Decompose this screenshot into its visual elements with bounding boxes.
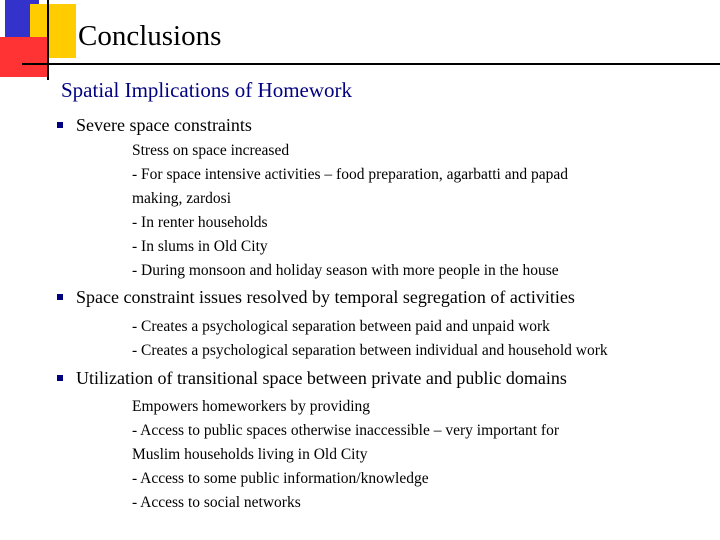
detail-line: - Creates a psychological separation between paid and unpaid work (132, 318, 550, 335)
detail-line: - Creates a psychological separation between individual and household work (132, 342, 608, 359)
detail-line: - Access to some public information/knowledge (132, 470, 429, 487)
bullet-3-details (132, 395, 692, 515)
bullet-temporal-segregation (76, 286, 575, 308)
detail-line: Stress on space increased (132, 142, 290, 159)
detail-line: Empowers homeworkers by providing (132, 398, 371, 415)
detail-line: - For space intensive activities – food preparation, agarbatti and papad (132, 166, 568, 183)
detail-line: making, zardosi (132, 190, 232, 207)
horizontal-rule (22, 63, 720, 65)
square-bullet-icon (57, 294, 63, 300)
square-bullet-icon (57, 122, 63, 128)
bullet-label: Space constraint issues resolved by temporal segregation of activities (76, 287, 575, 307)
square-bullet-icon (57, 375, 63, 381)
bullet-label: Utilization of transitional space between private and public domains (76, 368, 567, 388)
bullet-1-details (132, 139, 692, 283)
page-title: Conclusions (78, 20, 222, 52)
bullet-label: Severe space constraints (76, 115, 252, 135)
detail-line: - In slums in Old City (132, 238, 268, 255)
bullet-transitional-space (76, 367, 567, 389)
detail-line: - In renter households (132, 214, 268, 231)
vertical-rule (47, 0, 49, 80)
bullet-2-details (132, 315, 692, 363)
detail-line: - Access to public spaces otherwise inaccessible – very important for (132, 422, 559, 439)
corner-red-square (0, 37, 48, 77)
detail-line: - During monsoon and holiday season with more people in the house (132, 262, 559, 279)
slide-subtitle: Spatial Implications of Homework (61, 78, 353, 102)
detail-line: - Access to social networks (132, 494, 301, 511)
bullet-severe-space-constraints (76, 114, 252, 136)
detail-line: Muslim households living in Old City (132, 446, 368, 463)
